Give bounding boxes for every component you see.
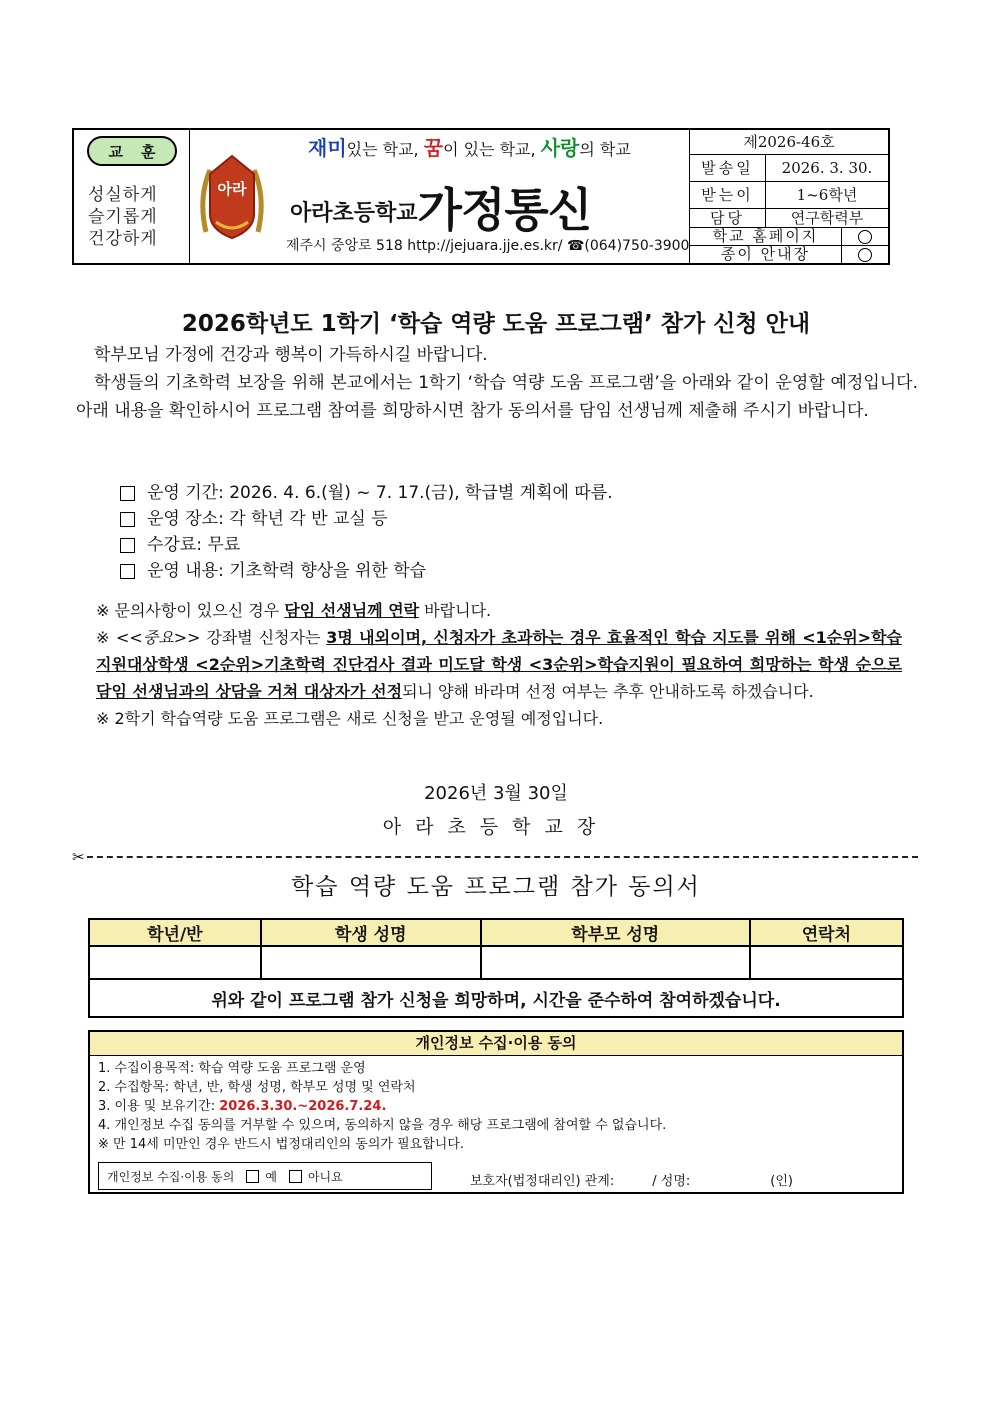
grade-class-field[interactable] <box>89 946 261 979</box>
issue-number: 제2026-46호 <box>690 130 888 155</box>
cut-line <box>72 848 918 866</box>
consent-form-title: 학습 역량 도움 프로그램 참가 동의서 <box>291 874 701 900</box>
document-title: 2026학년도 1학기 ‘학습 역량 도움 프로그램’ 참가 신청 안내 <box>181 311 811 337</box>
privacy-purpose: 1. 수집이용목적: 학습 역량 도움 프로그램 운영 <box>98 1061 366 1076</box>
note-inquiry: ※ 문의사항이 있으신 경우 담임 선생님께 연락 바랍니다. <box>96 601 492 620</box>
header-contact: 연락처 <box>750 919 903 946</box>
privacy-refusal: 4. 개인정보 수집 동의를 거부할 수 있으며, 동의하지 않을 경우 해당 프로그램에 참여할 수 없습니다. <box>98 1118 667 1133</box>
pledge-statement: 위와 같이 프로그램 참가 신청을 희망하며, 시간을 준수하여 참여하겠습니다. <box>89 979 903 1017</box>
school-address: 제주시 중앙로 518 http://jejuara.jje.es.kr/ ☎(064)750-3900 <box>286 238 690 254</box>
scissors-icon: ✂ <box>72 848 85 866</box>
header-parent-name: 학부모 성명 <box>481 919 750 946</box>
masthead-area <box>190 130 690 263</box>
privacy-heading: 개인정보 수집·이용 동의 <box>90 1032 902 1056</box>
paper-name: 가정통신 <box>417 183 592 237</box>
consent-table-header <box>89 919 903 946</box>
circle-icon <box>842 246 888 263</box>
channel-homepage: 학교 홈페이지 <box>690 228 888 246</box>
school-slogan: 재미있는 학교, 꿈이 있는 학교, 사랑의 학교 <box>308 136 631 160</box>
info-row-department: 담당 연구학력부 <box>690 209 888 228</box>
info-row-recipient: 받는이 1~6학년 <box>690 182 888 209</box>
motto-lines: 성실하게 슬기롭게 건강하게 <box>88 185 158 249</box>
agree-no-checkbox[interactable] <box>289 1170 302 1183</box>
note-important: ※ <<중요>> 강좌별 신청자는 3명 내외이며, 신청자가 초과하는 경우 효율적인 학습 지도를 위해 <1순위>학습지원대상학생 <2순위>기초학력 진단검사 결과 미도달 학생 <3순위>학습지원이 필요하여 희망하는 학생 순으로 담임 선생님과의 상담을 거쳐 대상자가 선정되니 양해 바라며 선정 여부는 추후 안내하도록 하겠습니다. <box>96 628 902 701</box>
motto-badge: 교 훈 <box>87 136 177 166</box>
program-details <box>120 480 613 584</box>
info-row-date: 발송일 2026. 3. 30. <box>690 155 888 182</box>
checkbox-icon <box>120 512 135 527</box>
checkbox-icon <box>120 486 135 501</box>
parent-name-field[interactable] <box>481 946 750 979</box>
detail-period: 운영 기간: 2026. 4. 6.(월) ~ 7. 17.(금), 학급별 계획에 따름. <box>120 480 613 506</box>
checkbox-icon <box>120 564 135 579</box>
detail-content: 운영 내용: 기초학력 향상을 위한 학습 <box>120 558 613 584</box>
school-motto <box>74 130 190 263</box>
header-grade-class: 학년/반 <box>89 919 261 946</box>
masthead-title <box>290 174 591 240</box>
issue-date: 2026년 3월 30일 <box>424 783 568 804</box>
header-student-name: 학생 성명 <box>261 919 481 946</box>
privacy-minor: ※ 만 14세 미만인 경우 반드시 법정대리인의 동의가 필요합니다. <box>98 1137 465 1152</box>
intro-paragraph: 학생들의 기초학력 보장을 위해 본교에서는 1학기 ‘학습 역량 도움 프로그램’을 아래와 같이 운영할 예정입니다. 아래 내용을 확인하시어 프로그램 참여를 희망하시면 참가 동의서를 담임 선생님께 제출해 주시기 바랍니다. <box>76 373 918 421</box>
student-name-field[interactable] <box>261 946 481 979</box>
detail-fee: 수강료: 무료 <box>120 532 613 558</box>
notes <box>96 597 902 732</box>
privacy-items: 2. 수집항목: 학년, 반, 학생 성명, 학부모 성명 및 연락처 <box>98 1080 416 1095</box>
consent-input-row <box>89 946 903 979</box>
privacy-consent <box>88 1030 904 1194</box>
issue-info <box>690 130 888 263</box>
checkbox-icon <box>120 538 135 553</box>
circle-icon <box>842 228 888 245</box>
greeting: 학부모님 가정에 건강과 행복이 가득하시길 바랍니다. <box>94 345 488 365</box>
principal-signature: 아라초등학교장 <box>382 816 610 838</box>
agree-box: 개인정보 수집·이용 동의 예 아니요 <box>98 1162 432 1190</box>
newsletter-header <box>72 128 890 265</box>
channel-paper: 종이 안내장 <box>690 246 888 263</box>
detail-location: 운영 장소: 각 학년 각 반 교실 등 <box>120 506 613 532</box>
consent-table <box>88 918 904 1018</box>
school-name: 아라초등학교 <box>290 201 418 226</box>
privacy-period: 3. 이용 및 보유기간: 2026.3.30.~2026.7.24. <box>98 1099 387 1114</box>
note-second-term: ※ 2학기 학습역량 도움 프로그램은 새로 신청을 받고 운영될 예정입니다. <box>96 709 604 728</box>
agree-yes-checkbox[interactable] <box>246 1170 259 1183</box>
school-emblem-icon <box>196 152 268 244</box>
svg-text:아라: 아라 <box>217 180 247 198</box>
guardian-signature: 보호자(법정대리인) 관계: / 성명: (인) <box>470 1174 793 1189</box>
contact-field[interactable] <box>750 946 903 979</box>
